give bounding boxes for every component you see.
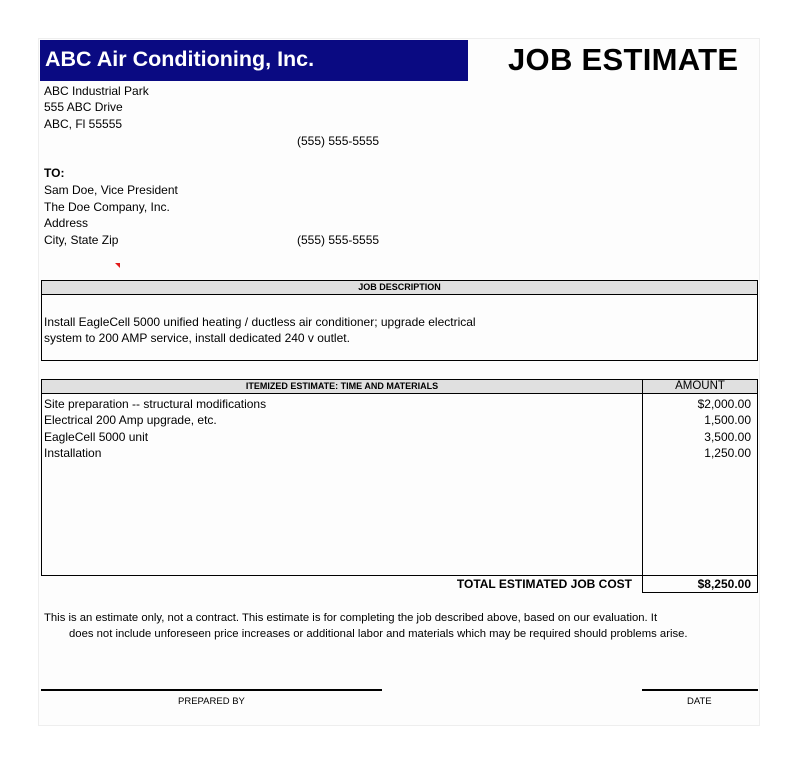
item-description: Site preparation -- structural modifications xyxy=(44,397,267,411)
prepared-by-label: PREPARED BY xyxy=(178,696,245,707)
date-label: DATE xyxy=(687,696,712,707)
document-title: JOB ESTIMATE xyxy=(508,42,739,77)
date-signature-line xyxy=(642,689,758,691)
company-address-line-3: ABC, Fl 55555 xyxy=(44,117,123,131)
recipient-phone: (555) 555-5555 xyxy=(297,233,380,247)
amount-header: AMOUNT xyxy=(642,379,758,394)
company-address-line-1: ABC Industrial Park xyxy=(44,84,149,98)
company-name: ABC Air Conditioning, Inc. xyxy=(45,47,315,71)
job-description-line-1: Install EagleCell 5000 unified heating / ductless air conditioner; upgrade electrical xyxy=(44,315,476,329)
company-address-line-2: 555 ABC Drive xyxy=(44,100,123,114)
recipient-line-1: Sam Doe, Vice President xyxy=(44,183,178,197)
amount-column-divider xyxy=(642,393,643,576)
recipient-line-2: The Doe Company, Inc. xyxy=(44,200,170,214)
disclaimer-line-2: does not include unforeseen price increases or additional labor and materials which may be required should problems arise. xyxy=(69,628,688,640)
cell-comment-indicator xyxy=(115,263,120,268)
item-amount: 3,500.00 xyxy=(704,430,751,444)
item-amount: $2,000.00 xyxy=(697,397,751,411)
total-value: $8,250.00 xyxy=(697,577,751,591)
recipient-label: TO: xyxy=(44,166,65,180)
job-description-line-2: system to 200 AMP service, install dedicated 240 v outlet. xyxy=(44,331,350,345)
itemized-estimate-header: ITEMIZED ESTIMATE: TIME AND MATERIALS xyxy=(41,379,643,394)
disclaimer-line-1: This is an estimate only, not a contract. This estimate is for completing the job described above, based on our evaluation. It xyxy=(44,612,658,624)
item-description: Electrical 200 Amp upgrade, etc. xyxy=(44,413,217,427)
company-phone: (555) 555-5555 xyxy=(297,134,380,148)
item-description: EagleCell 5000 unit xyxy=(44,430,149,444)
recipient-line-3: Address xyxy=(44,216,89,230)
item-amount: 1,500.00 xyxy=(704,413,751,427)
item-description: Installation xyxy=(44,446,102,460)
item-amount: 1,250.00 xyxy=(704,446,751,460)
recipient-line-4: City, State Zip xyxy=(44,233,119,247)
prepared-by-signature-line xyxy=(41,689,382,691)
total-label: TOTAL ESTIMATED JOB COST xyxy=(456,577,632,591)
job-description-header: JOB DESCRIPTION xyxy=(41,280,758,295)
